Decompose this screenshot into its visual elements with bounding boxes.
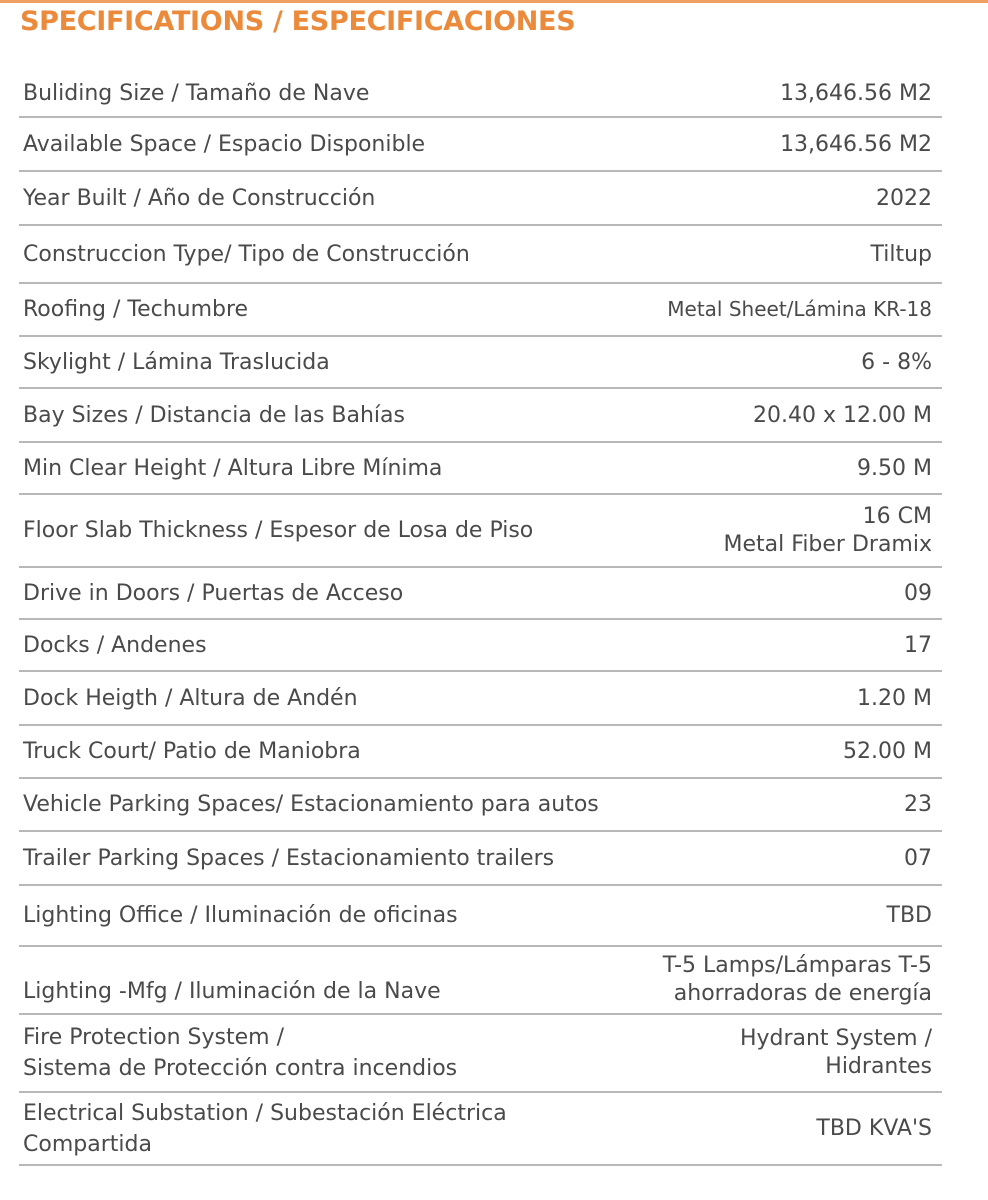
spec-value: TBD (886, 903, 932, 928)
spec-value: 07 (904, 845, 932, 871)
spec-row-lighting-office (19, 886, 942, 947)
spec-label: Lighting Office / Iluminación de oficinas (23, 903, 458, 928)
spec-label-line: Sistema de Protección contra incendios (23, 1056, 458, 1081)
spec-row-building-size (19, 66, 942, 118)
spec-label-line: Electrical Substation / Subestación Eléctrica (23, 1100, 507, 1126)
spec-value: Metal Sheet/Lámina KR-18 (667, 297, 932, 321)
spec-value: 2022 (876, 185, 932, 211)
spec-row-available-space (19, 118, 942, 172)
spec-value: 1.20 M (857, 685, 932, 711)
spec-value-line: ahorradoras de energía (673, 981, 932, 1006)
spec-value: Tiltup (870, 241, 932, 267)
spec-row-drive-in-doors (19, 568, 942, 620)
spec-value-line: Hydrant System / (739, 1026, 932, 1051)
spec-row-truck-court (19, 726, 942, 779)
spec-label: Roofing / Techumbre (23, 297, 249, 322)
spec-row-docks (19, 620, 942, 672)
spec-row-bay-sizes (19, 389, 942, 443)
spec-label: Lighting -Mfg / Iluminación de la Nave (23, 978, 441, 1004)
spec-label: Drive in Doors / Puertas de Acceso (23, 580, 404, 606)
spec-value: 20.40 x 12.00 M (753, 402, 932, 428)
spec-label: Floor Slab Thickness / Espesor de Losa de Piso (23, 518, 534, 543)
spec-value: 17 (904, 632, 932, 658)
spec-value: TBD KVA'S (816, 1116, 932, 1141)
top-accent-rule (0, 0, 988, 3)
spec-value: 6 - 8% (861, 349, 932, 375)
spec-label: Dock Heigth / Altura de Andén (23, 685, 358, 711)
spec-label: Trailer Parking Spaces / Estacionamiento trailers (23, 845, 555, 871)
page-title: SPECIFICATIONS / ESPECIFICACIONES (20, 6, 576, 37)
spec-value-line: Hidrantes (825, 1054, 932, 1079)
spec-label: Bay Sizes / Distancia de las Bahías (23, 402, 405, 428)
spec-row-dock-height (19, 672, 942, 726)
spec-row-construction-type (19, 226, 942, 284)
spec-row-vehicle-parking (19, 779, 942, 832)
spec-value: 52.00 M (843, 739, 932, 764)
spec-row-lighting-mfg (19, 947, 942, 1015)
spec-value (663, 952, 932, 1008)
spec-row-min-clear-height (19, 443, 942, 495)
spec-label (23, 1098, 507, 1160)
spec-value: 13,646.56 M2 (780, 80, 932, 106)
spec-row-roofing (19, 284, 942, 337)
spec-value: 09 (904, 580, 932, 606)
spec-value: 13,646.56 M2 (780, 131, 932, 157)
spec-label: Min Clear Height / Altura Libre Mínima (23, 455, 443, 481)
spec-label: Buliding Size / Tamaño de Nave (23, 80, 370, 106)
spec-row-year-built (19, 172, 942, 226)
spec-table (19, 66, 942, 1166)
spec-label: Construccion Type/ Tipo de Construcción (23, 241, 470, 267)
spec-label: Skylight / Lámina Traslucida (23, 349, 330, 375)
spec-label-line: Fire Protection System / (23, 1025, 284, 1050)
spec-label: Available Space / Espacio Disponible (23, 131, 426, 157)
spec-label-line: Compartida (23, 1131, 152, 1157)
spec-label (23, 1022, 457, 1084)
spec-label: Year Built / Año de Construcción (23, 185, 376, 211)
spec-label: Vehicle Parking Spaces/ Estacionamiento para autos (23, 792, 599, 817)
spec-value (740, 1025, 932, 1081)
spec-value-line: T-5 Lamps/Lámparas T-5 (662, 953, 932, 978)
spec-row-floor-slab (19, 495, 942, 568)
spec-value-line: Metal Fiber Dramix (723, 531, 932, 557)
spec-value (724, 503, 932, 559)
spec-row-electrical-substation (19, 1093, 942, 1166)
spec-label: Docks / Andenes (23, 632, 207, 658)
spec-row-skylight (19, 337, 942, 389)
spec-value: 9.50 M (857, 455, 932, 481)
spec-value: 23 (904, 792, 932, 817)
spec-row-trailer-parking (19, 832, 942, 886)
spec-label: Truck Court/ Patio de Maniobra (23, 739, 361, 764)
spec-value-line: 16 CM (862, 503, 932, 529)
spec-row-fire-protection (19, 1015, 942, 1093)
